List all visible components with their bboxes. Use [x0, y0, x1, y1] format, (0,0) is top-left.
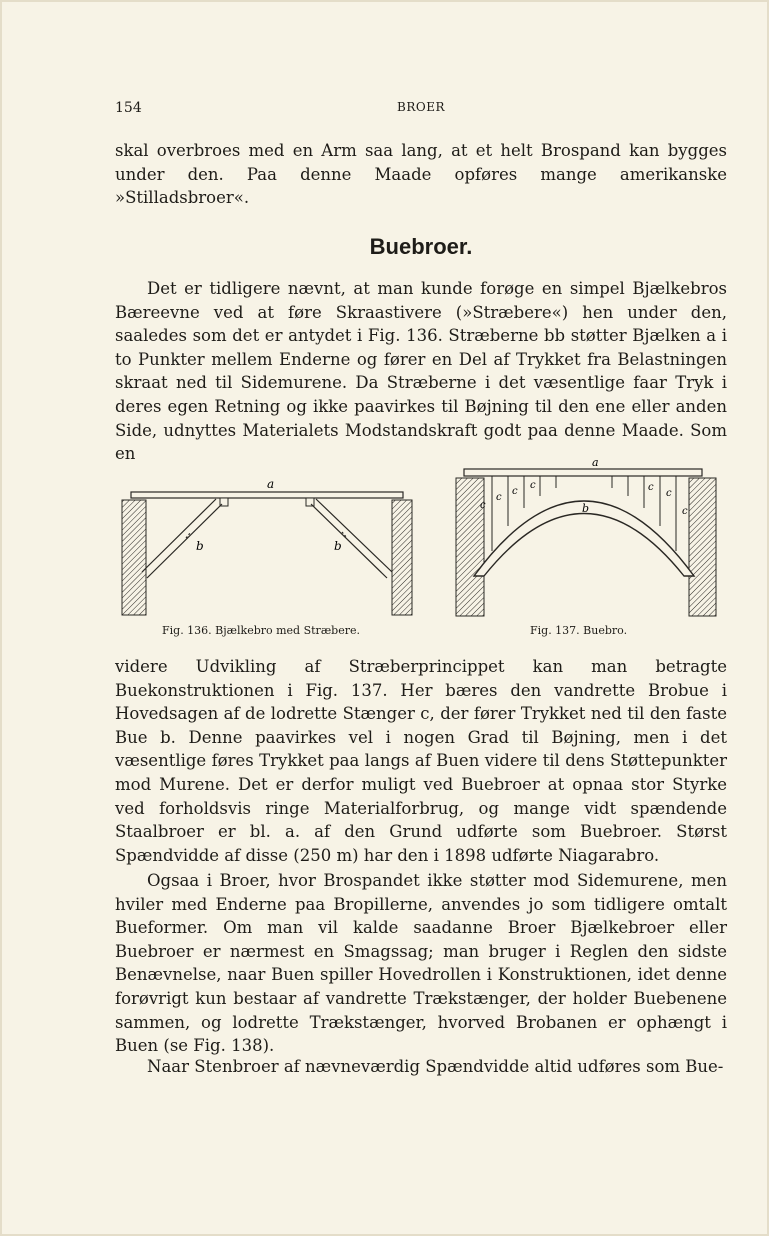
page-header	[115, 100, 727, 124]
fig137-caption: Fig. 137. Buebro.	[530, 624, 628, 637]
paragraph-2: videre Udvikling af Stræberprincippet kan man betragte Buekonstruktionen i Fig. 137. Her bæres den vandrette Brobue i Hovedsagen af de lodrette Stænger c, der fører Trykket ned til den faste Bue b. Denne paavirkes vel i nogen Grad til Bøjning, men i det væsentlige føres Trykket paa langs af Buen videre til dens Støttepunkter mod Murene. Det er derfor muligt ved Buebroer at opnaa stor Styrke ved forholdsvis ringe Materialforbrug, og mange vidt spændende Staalbroer er bl. a. af den Grund udførte som Buebroer. Størst Spændvidde af disse (250 m) har den i 1898 udførte Niagarabro.	[115, 657, 727, 865]
figure-137	[444, 456, 729, 621]
paragraph-3: Ogsaa i Broer, hvor Brospandet ikke støtter mod Sidemurene, men hviler med Enderne paa Bropillerne, anvendes jo som tidligere omtalt Bueformer. Om man vil kalde saadanne Broer Bjælkebroer eller Buebroer er nærmest en Smagssag; man bruger i Reglen den sidste Benævnelse, naar Buen spiller Hovedrollen i Konstruktionen, idet denne forøvrigt kun bestaar af vandrette Trækstænger, der holder Buebenene sammen, og lodrette Trækstænger, hvorved Brobanen er ophængt i Buen (se Fig. 138).	[115, 871, 727, 1056]
section-heading: Buebroer.	[369, 234, 473, 259]
figure-136	[112, 472, 422, 622]
svg-text:c: c	[682, 506, 688, 517]
fig136-left-wall	[122, 500, 146, 615]
fig137-right-abutment	[689, 478, 716, 616]
fig137-label-a: a	[592, 456, 599, 469]
svg-text:c: c	[530, 480, 536, 491]
fig136-right-strut	[311, 499, 392, 578]
fig136-caption: Fig. 136. Bjælkebro med Stræbere.	[162, 624, 360, 637]
fig137-drawing	[444, 456, 729, 621]
fig137-left-abutment	[456, 478, 484, 616]
fig136-left-strut	[142, 499, 222, 578]
running-head: BROER	[397, 100, 445, 114]
fig136-right-wall	[392, 500, 412, 615]
svg-text:c: c	[648, 482, 654, 493]
fig137-deck	[464, 469, 702, 476]
fig137-label-b: b	[582, 502, 590, 515]
fig136-drawing	[112, 472, 422, 622]
paragraph-1: Det er tidligere nævnt, at man kunde forøge en simpel Bjælkebros Bæreevne ved at føre Skraastivere (»Stræbere«) hen under den, saaledes som det er antydet i Fig. 136. Stræberne bb støtter Bjælken a i to Punkter mellem Enderne og fører en Del af Trykket fra Belastningen skraat ned til Sidemurene. Da Stræberne i det væsentlige faar Tryk i deres egen Retning og ikke paavirkes til Bøjning til den ene eller anden Side, udnyttes Materialets Modstandskraft godt paa denne Maade. Som en	[115, 279, 727, 464]
fig136-label-b-right: b	[334, 539, 342, 553]
fig136-label-b-left: b	[196, 539, 204, 553]
svg-text:c: c	[496, 492, 502, 503]
fig137-label-c: c	[480, 500, 486, 511]
page-number: 154	[115, 100, 142, 116]
fig136-deck	[131, 492, 403, 498]
paragraph-intro: skal overbroes med en Arm saa lang, at et helt Brospand kan bygges under den. Paa denne Maade opføres mange amerikanske »Stilladsbroer«.	[115, 141, 727, 208]
svg-text:c: c	[512, 486, 518, 497]
svg-text:c: c	[666, 488, 672, 499]
paragraph-4: Naar Stenbroer af nævneværdig Spændvidde altid udføres som Bue-	[147, 1057, 724, 1076]
fig136-label-a: a	[267, 477, 275, 491]
